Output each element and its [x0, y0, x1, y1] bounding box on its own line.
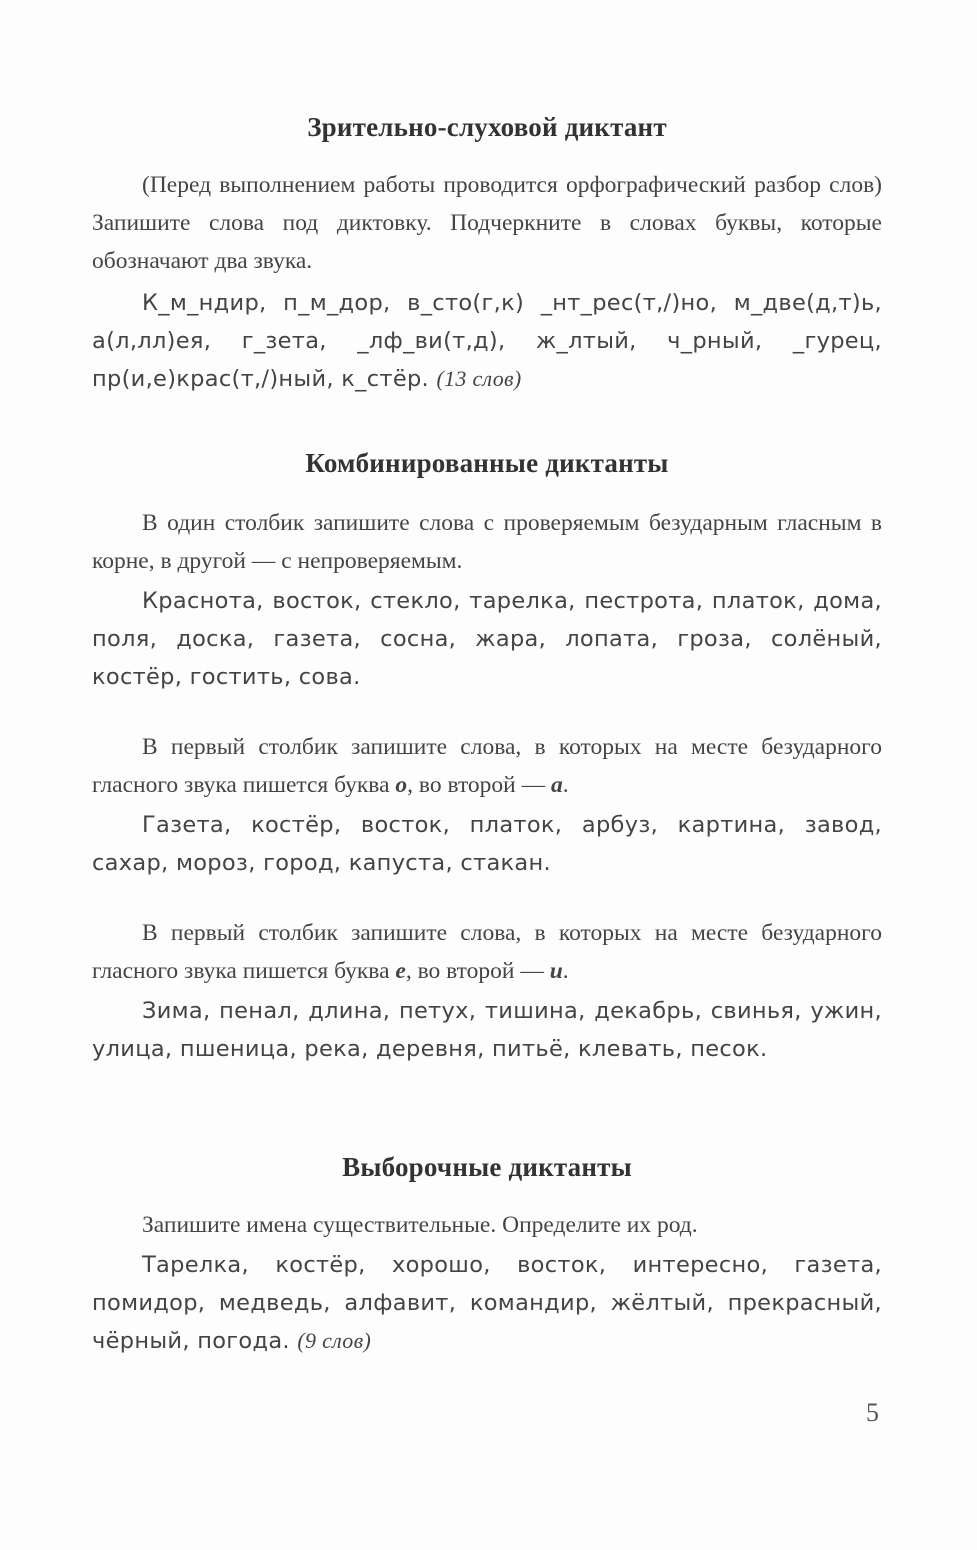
- section-heading-visual-auditory-dictation: Зрительно-слуховой диктант: [307, 112, 667, 142]
- word-list-combined-2: Газета, костёр, восток, платок, арбуз, картина, завод, сахар, мороз, город, капуста, стакан.: [92, 812, 882, 876]
- word-list-combined-3: Зима, пенал, длина, петух, тишина, декабрь, свинья, ужин, улица, пшеница, река, деревня, питьё, клевать, песок.: [92, 998, 882, 1062]
- instruction-selective: Запишите имена существительные. Определите их род.: [142, 1212, 698, 1238]
- instruction-combined-2: [92, 728, 882, 804]
- word-count-note: (9 слов): [297, 1328, 372, 1353]
- section-heading-selective-dictations: Выборочные диктанты: [342, 1152, 632, 1182]
- instruction-visual-auditory: (Перед выполнением работы проводится орфографический разбор слов) Запишите слова под диктовку. Подчеркните в словах буквы, которые обозначают два звука.: [92, 172, 882, 274]
- instruction-text: .: [562, 772, 569, 798]
- page-number: 5: [866, 1398, 879, 1427]
- word-list-text: К_м_ндир, п_м_дор, в_сто(г,к) _нт_рес(т,/)но, м_две(д,т)ь, а(л,лл)ея, г_зета, _лф_ви(т,д), ж_лтый, ч_рный, _гурец, пр(и,е)крас(т,/)ный, к_стёр.: [92, 290, 882, 392]
- letter-o: о: [395, 772, 408, 798]
- letter-i: и: [549, 958, 563, 984]
- instruction-combined-3: [92, 914, 882, 990]
- word-list-visual-auditory: [92, 284, 882, 398]
- instruction-text: , во второй —: [405, 958, 550, 984]
- word-list-selective: [92, 1246, 882, 1360]
- instruction-text: В первый столбик запишите слова, в которых на месте безударного гласного звука пишется буква: [92, 734, 882, 798]
- instruction-text: В первый столбик запишите слова, в которых на месте безударного гласного звука пишется буква: [92, 920, 882, 984]
- letter-e: е: [395, 958, 406, 984]
- section-heading-combined-dictations: Комбинированные диктанты: [305, 448, 669, 478]
- word-count-note: (13 слов): [436, 366, 522, 391]
- letter-a: а: [551, 772, 563, 798]
- word-list-combined-1: Краснота, восток, стекло, тарелка, пестрота, платок, дома, поля, доска, газета, сосна, жара, лопата, гроза, солёный, костёр, гостить, сова.: [92, 588, 882, 690]
- instruction-text: .: [562, 958, 569, 984]
- instruction-combined-1: В один столбик запишите слова с проверяемым безударным гласным в корне, в другой — с непроверяемым.: [92, 510, 882, 574]
- instruction-text: , во второй —: [407, 772, 552, 798]
- word-list-text: Тарелка, костёр, хорошо, восток, интересно, газета, помидор, медведь, алфавит, командир, жёлтый, прекрасный, чёрный, погода.: [92, 1252, 882, 1354]
